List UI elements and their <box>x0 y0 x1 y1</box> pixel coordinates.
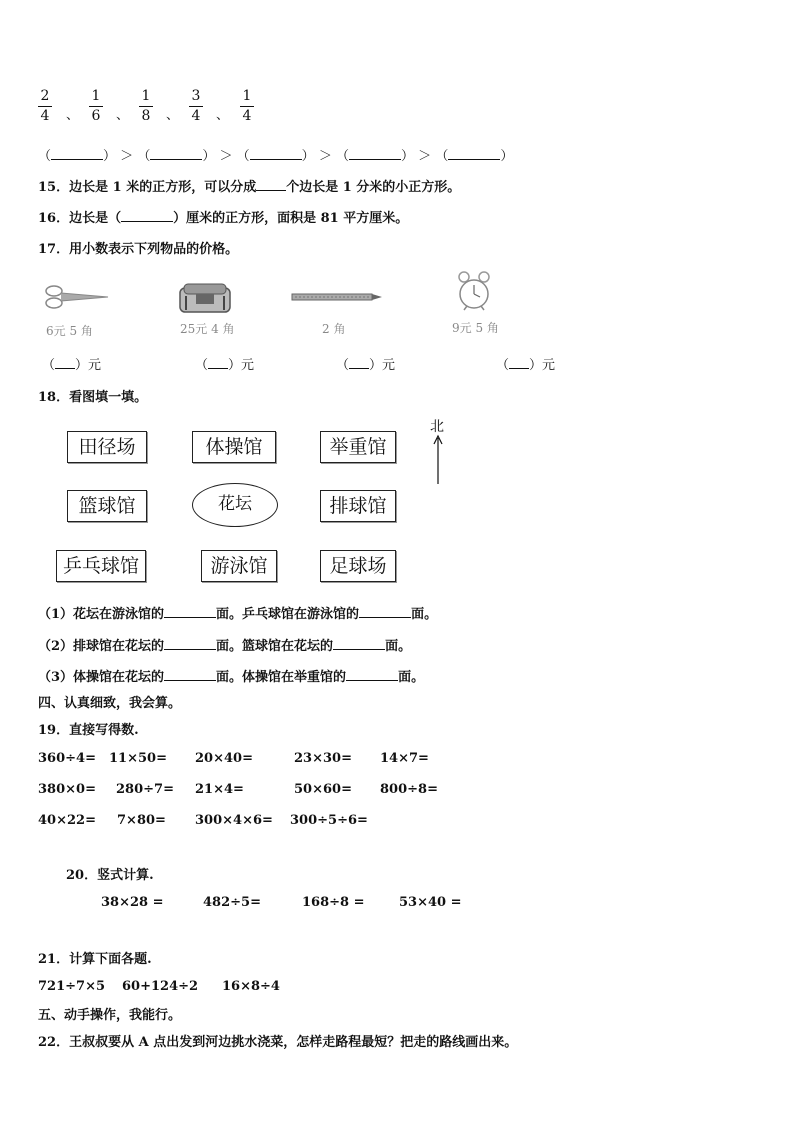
answer-blank[interactable] <box>150 159 202 160</box>
question-22: 22．王叔叔要从 A 点出发到河边挑水浇菜，怎样走路程最短？把走的路线画出来。 <box>38 1035 518 1050</box>
calc-item: 721÷7×5 <box>38 979 106 994</box>
question-18: 18．看图填一填。 <box>38 390 148 405</box>
answer-blank[interactable] <box>448 159 500 160</box>
fraction-5 <box>240 88 254 124</box>
answer-blank[interactable] <box>333 649 385 650</box>
answer-blank[interactable] <box>250 159 302 160</box>
answer-blank[interactable] <box>208 368 228 369</box>
answer-blank[interactable] <box>55 368 75 369</box>
calc-item: 53×40 = <box>399 895 462 910</box>
separator: 、 <box>116 108 130 123</box>
answer-3: （ ）元 <box>336 358 396 373</box>
scissors-icon <box>42 284 110 310</box>
denominator: 4 <box>191 108 201 124</box>
answer-1: （ ）元 <box>42 358 102 373</box>
answer-blank[interactable] <box>164 617 216 618</box>
question-21: 21．计算下面各题. <box>38 952 152 967</box>
numerator: 3 <box>191 88 201 104</box>
calc-item: 14×7= <box>380 751 429 766</box>
calc-item: 50×60= <box>294 782 352 797</box>
place-ticao: 体操馆 <box>192 431 276 463</box>
place-huatan: 花坛 <box>192 483 278 527</box>
calc-item: 482÷5= <box>203 895 261 910</box>
calc-item: 300×4×6= <box>195 813 273 828</box>
alarm-clock-icon <box>456 270 492 314</box>
calc-item: 800÷8= <box>380 782 438 797</box>
fraction-1 <box>38 88 52 124</box>
question-16: 16．边长是（ ）厘米的正方形，面积是 81 平方厘米。 <box>38 211 409 226</box>
calc-item: 23×30= <box>294 751 352 766</box>
separator: 、 <box>66 108 80 123</box>
place-youyong: 游泳馆 <box>201 550 277 582</box>
question-17: 17．用小数表示下列物品的价格。 <box>38 242 239 257</box>
calc-item: 168÷8 = <box>302 895 365 910</box>
calc-item: 21×4= <box>195 782 244 797</box>
answer-blank[interactable] <box>349 368 369 369</box>
q18-sub-3: （3）体操馆在花坛的 面。体操馆在举重馆的 面。 <box>38 670 425 685</box>
denominator: 6 <box>91 108 101 124</box>
denominator: 4 <box>40 108 50 124</box>
price-label: 9元 5 角 <box>452 321 499 335</box>
answer-blank[interactable] <box>346 680 398 681</box>
calc-item: 40×22= <box>38 813 96 828</box>
comparison-chain: （ ） ＞ （ ） ＞ （ ） ＞ （ ） ＞ （ ） <box>38 149 514 164</box>
calc-item: 380×0= <box>38 782 96 797</box>
numerator: 1 <box>141 88 151 104</box>
question-15: 15．边长是 1 米的正方形，可以分成 个边长是 1 分米的小正方形。 <box>38 180 461 195</box>
answer-blank[interactable] <box>256 190 286 191</box>
calc-item: 16×8÷4 <box>222 979 280 994</box>
pencil-icon <box>291 292 383 302</box>
numerator: 2 <box>40 88 50 104</box>
calc-item: 20×40= <box>195 751 253 766</box>
answer-blank[interactable] <box>164 649 216 650</box>
place-tianjing: 田径场 <box>67 431 147 463</box>
answer-4: （ ）元 <box>496 358 556 373</box>
answer-blank[interactable] <box>359 617 411 618</box>
calc-item: 7×80= <box>117 813 166 828</box>
answer-blank[interactable] <box>349 159 401 160</box>
place-zuqiu: 足球场 <box>320 550 396 582</box>
calc-item: 360÷4= <box>38 751 96 766</box>
answer-blank[interactable] <box>509 368 529 369</box>
q18-sub-2: （2）排球馆在花坛的 面。篮球馆在花坛的 面。 <box>38 639 412 654</box>
place-juzhong: 举重馆 <box>320 431 396 463</box>
denominator: 8 <box>141 108 151 124</box>
price-label: 6元 5 角 <box>46 324 93 338</box>
section-4-heading: 四、认真细致，我会算。 <box>38 696 182 711</box>
denominator: 4 <box>242 108 252 124</box>
place-paiqiu: 排球馆 <box>320 490 396 522</box>
calc-item: 38×28 = <box>101 895 164 910</box>
numerator: 1 <box>91 88 101 104</box>
fraction-2 <box>89 88 103 124</box>
price-label: 2 角 <box>322 322 346 336</box>
answer-blank[interactable] <box>164 680 216 681</box>
separator: 、 <box>166 108 180 123</box>
numerator: 1 <box>242 88 252 104</box>
answer-2: （ ）元 <box>195 358 255 373</box>
calc-item: 60+124÷2 <box>122 979 199 994</box>
place-pingpang: 乒乓球馆 <box>56 550 146 582</box>
calc-item: 300÷5÷6= <box>290 813 368 828</box>
answer-blank[interactable] <box>121 221 173 222</box>
fraction-3 <box>139 88 153 124</box>
fraction-4 <box>189 88 203 124</box>
q18-sub-1: （1）花坛在游泳馆的 面。乒乓球馆在游泳馆的 面。 <box>38 607 438 622</box>
separator: 、 <box>216 108 230 123</box>
question-20: 20．竖式计算. <box>66 868 154 883</box>
price-label: 25元 4 角 <box>180 322 235 336</box>
north-label: 北 <box>430 419 444 435</box>
calc-item: 280÷7= <box>116 782 174 797</box>
section-5-heading: 五、动手操作，我能行。 <box>38 1008 182 1023</box>
pencil-case-icon <box>176 280 234 316</box>
answer-blank[interactable] <box>51 159 103 160</box>
north-arrow-icon <box>432 434 444 486</box>
question-19: 19．直接写得数. <box>38 723 139 738</box>
place-lanqiu: 篮球馆 <box>67 490 147 522</box>
calc-item: 11×50= <box>109 751 167 766</box>
